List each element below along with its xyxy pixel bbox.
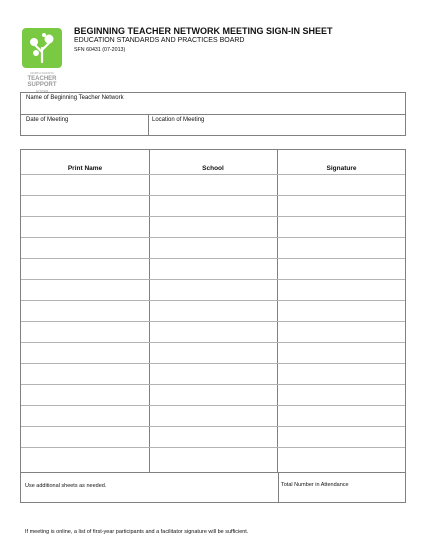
signature-cell[interactable] bbox=[278, 406, 406, 426]
school-cell[interactable] bbox=[150, 406, 277, 426]
school-cell[interactable] bbox=[150, 322, 277, 342]
school-cell[interactable] bbox=[150, 259, 277, 279]
table-row bbox=[21, 406, 405, 426]
print-name-cell[interactable] bbox=[21, 238, 149, 258]
logo-system-text: SYSTEM bbox=[35, 89, 49, 93]
table-row bbox=[21, 175, 405, 195]
signature-cell[interactable] bbox=[278, 196, 406, 216]
table-row bbox=[21, 196, 405, 216]
signature-header: Signature bbox=[326, 165, 357, 172]
sign-in-table bbox=[20, 149, 406, 473]
print-name-header: Print Name bbox=[67, 165, 103, 172]
form-number: SFN 60431 (07-2013) bbox=[74, 47, 126, 53]
school-cell[interactable] bbox=[150, 448, 277, 468]
print-name-cell[interactable] bbox=[21, 385, 149, 405]
school-cell[interactable] bbox=[150, 196, 277, 216]
network-name-label: Name of Beginning Teacher Network bbox=[26, 95, 124, 101]
school-cell[interactable] bbox=[150, 175, 277, 195]
logo-teacher-text: TEACHER bbox=[27, 76, 57, 82]
logo-state-text: NORTH DAKOTA bbox=[30, 71, 54, 75]
signature-cell[interactable] bbox=[278, 427, 406, 447]
print-name-cell[interactable] bbox=[21, 322, 149, 342]
signature-cell[interactable] bbox=[278, 238, 406, 258]
table-row bbox=[21, 259, 405, 279]
print-name-cell[interactable] bbox=[21, 301, 149, 321]
school-cell[interactable] bbox=[150, 301, 277, 321]
meeting-location-field[interactable] bbox=[149, 114, 406, 136]
school-cell[interactable] bbox=[150, 217, 277, 237]
apple-tree-icon bbox=[22, 28, 62, 68]
additional-sheets-note: Use additional sheets as needed. bbox=[25, 483, 107, 489]
table-row bbox=[21, 343, 405, 363]
meeting-info-box bbox=[20, 92, 406, 136]
print-name-cell[interactable] bbox=[21, 259, 149, 279]
print-name-cell[interactable] bbox=[21, 406, 149, 426]
print-name-cell[interactable] bbox=[21, 175, 149, 195]
page-subtitle: EDUCATION STANDARDS AND PRACTICES BOARD bbox=[74, 37, 245, 44]
signature-cell[interactable] bbox=[278, 175, 406, 195]
table-row bbox=[21, 427, 405, 447]
signature-cell[interactable] bbox=[278, 385, 406, 405]
school-header: School bbox=[202, 165, 224, 172]
logo bbox=[22, 28, 62, 68]
school-cell[interactable] bbox=[150, 364, 277, 384]
meeting-date-field[interactable] bbox=[21, 114, 148, 136]
table-row bbox=[21, 238, 405, 258]
online-note: If meeting is online, a list of first-year participants and a facilitator signature will be sufficient. bbox=[25, 529, 249, 535]
attendance-label: Total Number in Attendance bbox=[281, 482, 349, 488]
school-cell[interactable] bbox=[150, 238, 277, 258]
print-name-cell[interactable] bbox=[21, 280, 149, 300]
meeting-location-label: Location of Meeting bbox=[152, 117, 205, 123]
table-row bbox=[21, 364, 405, 384]
logo-text bbox=[16, 70, 68, 94]
print-name-cell[interactable] bbox=[21, 364, 149, 384]
school-cell[interactable] bbox=[150, 280, 277, 300]
logo-support-text: SUPPORT bbox=[27, 82, 57, 88]
table-row bbox=[21, 217, 405, 237]
print-name-cell[interactable] bbox=[21, 427, 149, 447]
table-row bbox=[21, 448, 405, 468]
school-cell[interactable] bbox=[150, 427, 277, 447]
print-name-cell[interactable] bbox=[21, 448, 149, 468]
print-name-cell[interactable] bbox=[21, 196, 149, 216]
table-row bbox=[21, 301, 405, 321]
signature-cell[interactable] bbox=[278, 364, 406, 384]
signature-cell[interactable] bbox=[278, 448, 406, 468]
signature-cell[interactable] bbox=[278, 217, 406, 237]
signature-cell[interactable] bbox=[278, 280, 406, 300]
meeting-date-label: Date of Meeting bbox=[26, 117, 69, 123]
signature-cell[interactable] bbox=[278, 322, 406, 342]
print-name-cell[interactable] bbox=[21, 343, 149, 363]
print-name-cell[interactable] bbox=[21, 217, 149, 237]
signature-cell[interactable] bbox=[278, 259, 406, 279]
signature-cell[interactable] bbox=[278, 301, 406, 321]
table-row bbox=[21, 385, 405, 405]
table-row bbox=[21, 280, 405, 300]
signature-cell[interactable] bbox=[278, 343, 406, 363]
school-cell[interactable] bbox=[150, 385, 277, 405]
school-cell[interactable] bbox=[150, 343, 277, 363]
network-name-field[interactable] bbox=[21, 93, 405, 115]
table-row bbox=[21, 322, 405, 342]
page-title: BEGINNING TEACHER NETWORK MEETING SIGN-IN SHEET bbox=[74, 26, 333, 36]
